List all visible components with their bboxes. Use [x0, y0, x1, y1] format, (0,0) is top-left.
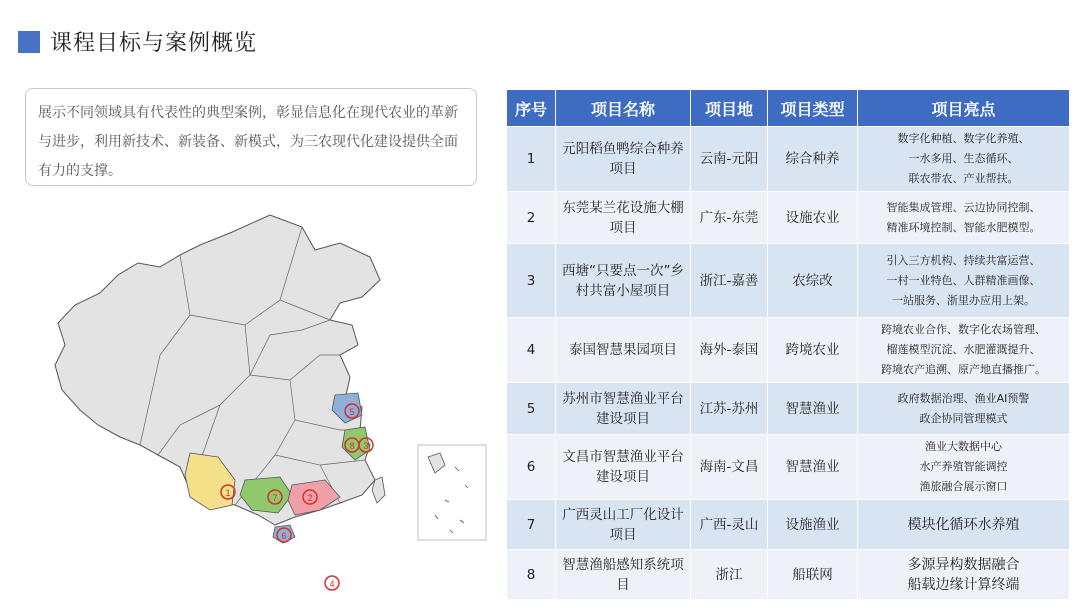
table-row: [507, 500, 1070, 550]
table-row: [507, 192, 1070, 244]
cell-type: 船联网: [768, 550, 858, 600]
cell-no: 2: [507, 192, 556, 244]
cell-place: 云南-元阳: [691, 127, 768, 192]
table-header-row: [507, 90, 1070, 127]
cell-no: 3: [507, 244, 556, 318]
svg-text:2: 2: [307, 493, 313, 503]
cell-highlights: 政府数据治理、渔业AI预警 政企协同管理模式: [858, 383, 1070, 435]
cell-highlights: 跨境农业合作、数字化农场管理、 榴莲模型沉淀、水肥灌溉提升、 跨境农产追溯、原产地直播推广。: [858, 318, 1070, 383]
cell-name: 苏州市智慧渔业平台建设项目: [556, 383, 691, 435]
map-inset-islands: [428, 453, 468, 533]
svg-text:3: 3: [363, 441, 369, 451]
cell-name: 元阳稻鱼鸭综合种养项目: [556, 127, 691, 192]
table-row: [507, 550, 1070, 600]
cell-no: 6: [507, 435, 556, 500]
cell-no: 5: [507, 383, 556, 435]
cell-type: 综合种养: [768, 127, 858, 192]
title-square-icon: [18, 31, 40, 53]
china-map: [40, 205, 490, 600]
header-highlights: 项目亮点: [858, 90, 1070, 127]
svg-text:8: 8: [349, 441, 355, 451]
cell-highlights: 渔业大数据中心 水产养殖智能调控 渔旅融合展示窗口: [858, 435, 1070, 500]
cell-name: 广西灵山工厂化设计项目: [556, 500, 691, 550]
map-inset-frame: [418, 445, 486, 540]
svg-text:1: 1: [225, 488, 231, 498]
cell-type: 跨境农业: [768, 318, 858, 383]
cell-place: 海南-文昌: [691, 435, 768, 500]
cell-highlights: 多源异构数据融合 船载边缘计算终端: [858, 550, 1070, 600]
cell-highlights: 模块化循环水养殖: [858, 500, 1070, 550]
cell-place: 浙江-嘉善: [691, 244, 768, 318]
table-row: [507, 127, 1070, 192]
cell-highlights: 数字化种植、数字化养殖、 一水多用、生态循环、 联农带农、产业帮扶。: [858, 127, 1070, 192]
cell-place: 海外-泰国: [691, 318, 768, 383]
header-name: 项目名称: [556, 90, 691, 127]
map-marker-4: [325, 576, 339, 590]
cell-no: 8: [507, 550, 556, 600]
cell-name: 泰国智慧果园项目: [556, 318, 691, 383]
cell-highlights: 智能集成管理、云边协同控制、 精准环境控制、智能水肥模型。: [858, 192, 1070, 244]
cell-place: 浙江: [691, 550, 768, 600]
svg-text:5: 5: [349, 407, 355, 417]
intro-textbox: 展示不同领域具有代表性的典型案例，彰显信息化在现代农业的革新与进步，利用新技术、新装备、新模式，为三农现代化建设提供全面有力的支撑。: [25, 88, 477, 186]
svg-text:6: 6: [281, 531, 287, 541]
svg-text:7: 7: [272, 493, 278, 503]
header-place: 项目地: [691, 90, 768, 127]
cell-name: 文昌市智慧渔业平台建设项目: [556, 435, 691, 500]
cell-no: 1: [507, 127, 556, 192]
svg-text:4: 4: [329, 579, 335, 589]
table-row: [507, 244, 1070, 318]
table-row: [507, 318, 1070, 383]
cell-type: 设施渔业: [768, 500, 858, 550]
cell-no: 4: [507, 318, 556, 383]
cell-place: 广东-东莞: [691, 192, 768, 244]
cell-name: 智慧渔船感知系统项目: [556, 550, 691, 600]
cell-type: 设施农业: [768, 192, 858, 244]
header-type: 项目类型: [768, 90, 858, 127]
cell-name: 西塘“只要点一次”乡村共富小屋项目: [556, 244, 691, 318]
table-row: [507, 435, 1070, 500]
page-header: [18, 26, 257, 57]
cell-name: 东莞某兰花设施大棚项目: [556, 192, 691, 244]
cell-type: 智慧渔业: [768, 383, 858, 435]
cell-type: 农综改: [768, 244, 858, 318]
header-no: 序号: [507, 90, 556, 127]
cell-place: 广西-灵山: [691, 500, 768, 550]
page-title: 课程目标与案例概览: [50, 31, 258, 56]
cell-highlights: 引入三方机构、持续共富运营、 一村一业特色、人群精准画像、 一站服务、浙里办应用上架。: [858, 244, 1070, 318]
cell-type: 智慧渔业: [768, 435, 858, 500]
table-row: [507, 383, 1070, 435]
cell-place: 江苏-苏州: [691, 383, 768, 435]
case-table: [506, 89, 1070, 600]
cell-no: 7: [507, 500, 556, 550]
